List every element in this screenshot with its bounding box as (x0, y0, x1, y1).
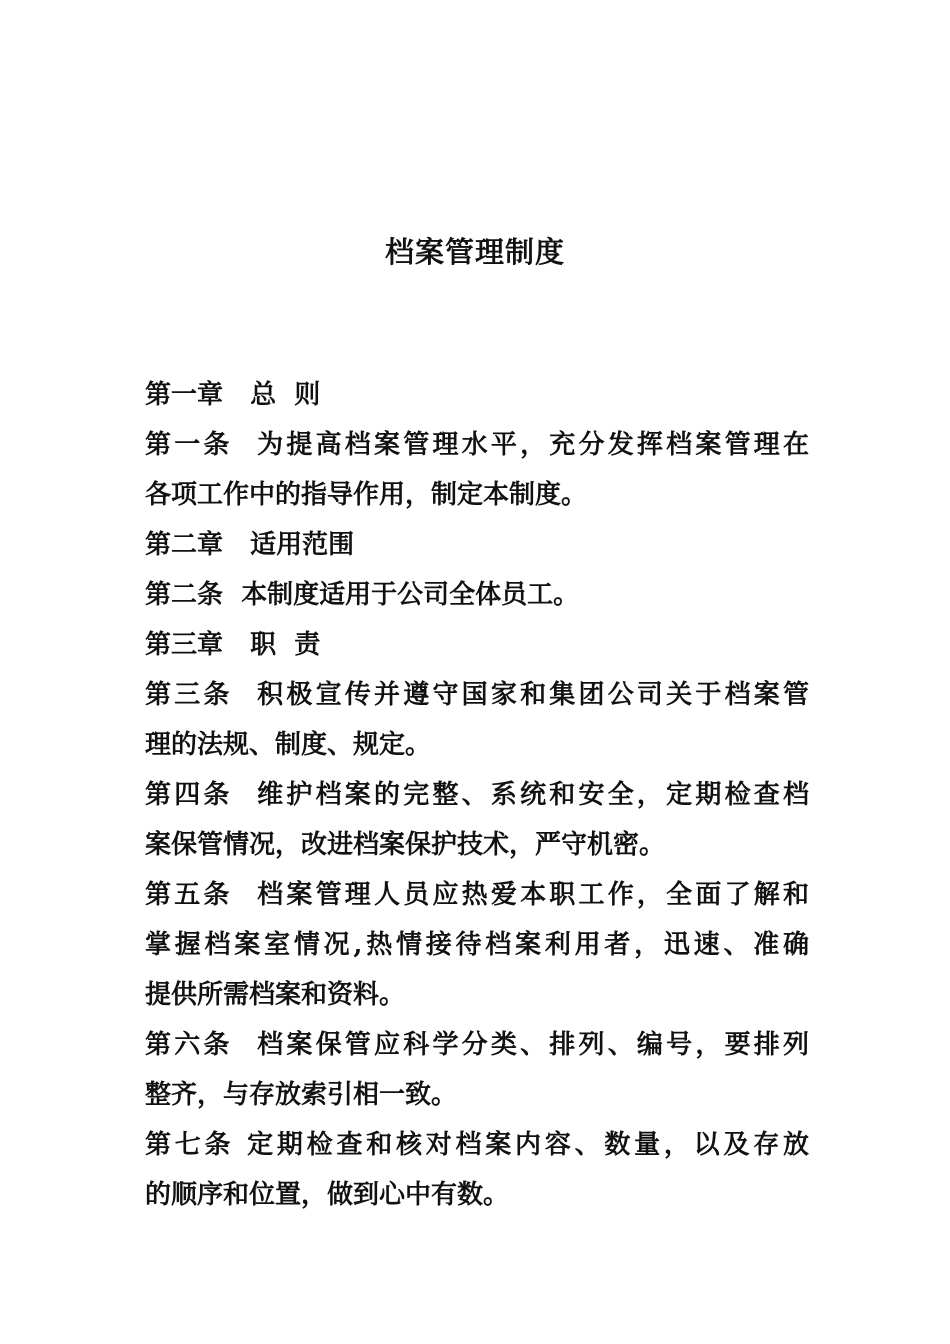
article-line: 案保管情况，改进档案保护技术，严守机密。 (145, 830, 666, 860)
article-line: 第七条 定期检查和核对档案内容、数量，以及存放 (145, 1130, 809, 1160)
chapter-heading: 第二章 适用范围 (145, 530, 355, 560)
article-line: 第五条 档案管理人员应热爱本职工作，全面了解和 (145, 880, 809, 910)
document-body (145, 370, 809, 1220)
article-line: 理的法规、制度、规定。 (145, 730, 432, 760)
article-line: 第二条 本制度适用于公司全体员工。 (145, 580, 580, 610)
article-line: 第三条 积极宣传并遵守国家和集团公司关于档案管 (145, 680, 809, 710)
document-title: 档案管理制度 (384, 235, 565, 269)
article-line: 第六条 档案保管应科学分类、排列、编号，要排列 (145, 1030, 809, 1060)
article-line: 第四条 维护档案的完整、系统和安全，定期检查档 (145, 780, 809, 810)
article-line: 的顺序和位置，做到心中有数。 (145, 1180, 510, 1210)
chapter-heading: 第三章 职 责 (145, 630, 321, 660)
article-line: 掌握档案室情况,热情接待档案利用者，迅速、准确 (145, 930, 809, 960)
article-line: 提供所需档案和资料。 (145, 980, 406, 1010)
chapter-heading: 第一章 总 则 (145, 380, 321, 410)
article-line: 第一条 为提高档案管理水平，充分发挥档案管理在 (145, 430, 809, 460)
article-line: 整齐，与存放索引相一致。 (145, 1080, 458, 1110)
article-line: 各项工作中的指导作用，制定本制度。 (145, 480, 588, 510)
